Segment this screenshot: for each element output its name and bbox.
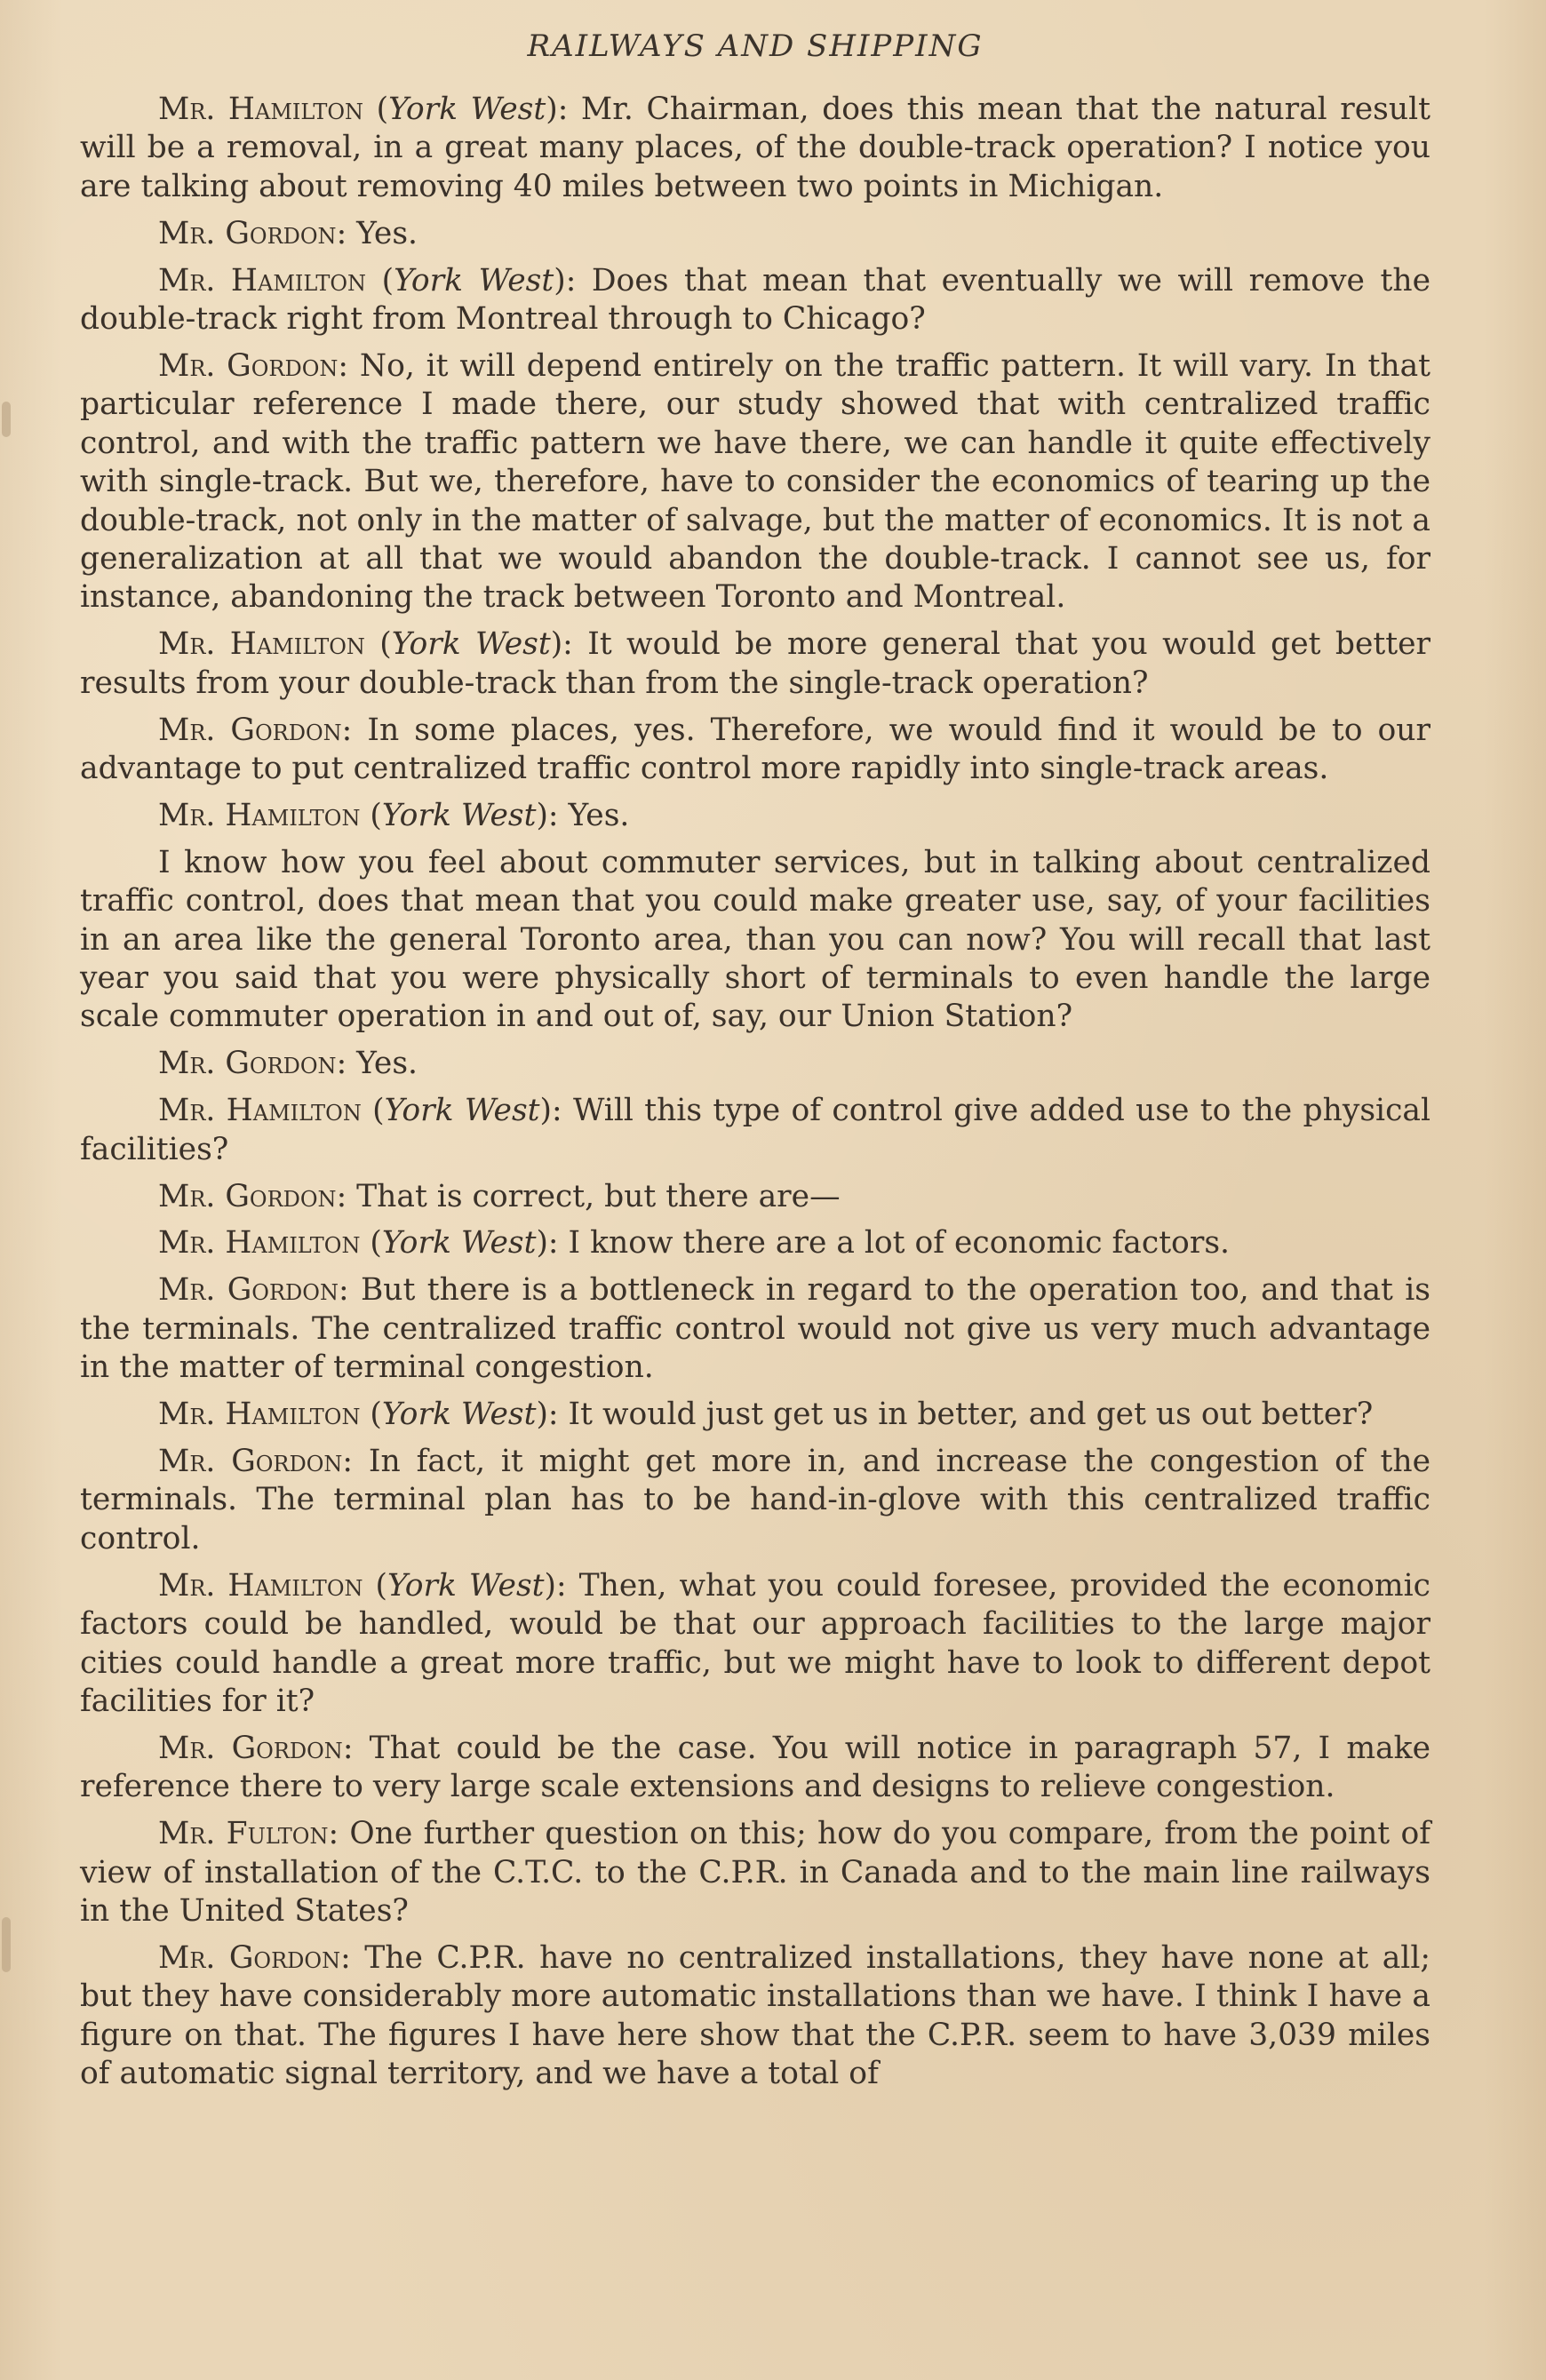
- speaker-name: Mr. Gordon: [158, 1046, 337, 1082]
- transcript-paragraph: [80, 1939, 1430, 2094]
- transcript-paragraph: [80, 1396, 1430, 1434]
- paragraph-text: No, it will depend entirely on the traffic pattern. It will vary. In that particular reference I made there, our study showed that with centralized traffic control, and with the traffic pattern we have there, we can handle it quite effectively with single-track. But we, therefore, have to consider the economics of tearing up the double-track, not only in the matter of salvage, but the matter of economics. It is not a generalization at all that we would abandon the double-track. I cannot see us, for instance, abandoning the track between Toronto and Montreal.: [80, 347, 1431, 616]
- paragraph-text: Does that mean that eventually we will remove the double-track right from Montreal through to Chicago?: [80, 262, 1431, 338]
- speaker-separator: :: [328, 1816, 350, 1852]
- transcript-paragraph: [80, 712, 1430, 789]
- margin-smudge-upper: [2, 402, 11, 437]
- affiliation-open: (: [360, 1225, 382, 1262]
- speaker-riding: York West: [386, 1567, 545, 1604]
- speaker-name: Mr. Gordon: [158, 1178, 337, 1214]
- transcript-paragraph: [80, 262, 1430, 339]
- affiliation-close: ): [546, 92, 558, 127]
- paragraph-text: The C.P.R. have no centralized installations, they have none at all; but they have considerably more automatic installations than we have. I think I have a figure on that. The figures I have here show that the C.P.R. seem to have 3,039 miles of automatic signal territory, and we have a total of: [80, 1939, 1430, 2092]
- speaker-name: Mr. Gordon: [158, 1939, 341, 1976]
- transcript-paragraph: [80, 1092, 1430, 1169]
- speaker-riding: York West: [388, 92, 546, 127]
- speaker-separator: :: [547, 797, 569, 833]
- speaker-separator: :: [340, 1939, 365, 1976]
- affiliation-open: (: [364, 626, 392, 663]
- speaker-separator: :: [342, 1730, 370, 1766]
- paragraph-text: Will this type of control give added use to the physical facilities?: [80, 1093, 1430, 1167]
- speaker-name: Mr. Gordon: [158, 1730, 343, 1766]
- transcript-paragraph: [80, 1730, 1430, 1807]
- speaker-name: Mr. Gordon: [158, 215, 337, 251]
- document-page: [80, 28, 1430, 2102]
- speaker-separator: :: [556, 1567, 579, 1604]
- paragraph-text: Mr. Chairman, does this mean that the natural result will be a removal, in a great many places, of the double-track operation? I notice you are talking about removing 40 miles between two points in Michigan.: [80, 92, 1430, 204]
- transcript-paragraph: [80, 91, 1430, 206]
- transcript-paragraph: [80, 1178, 1430, 1216]
- speaker-name: Mr. Hamilton: [158, 1567, 363, 1604]
- speaker-name: Mr. Gordon: [158, 712, 342, 748]
- transcript-paragraph: [80, 1271, 1430, 1387]
- paragraph-text: I know there are a lot of economic factors.: [568, 1225, 1230, 1262]
- affiliation-close: ): [539, 1093, 552, 1129]
- transcript-paragraph: [80, 1045, 1430, 1083]
- paragraph-text: But there is a bottleneck in regard to the operation too, and that is the terminals. The centralized traffic control would not give us very much advantage in the matter of terminal congestion.: [80, 1272, 1430, 1386]
- affiliation-close: ): [550, 626, 563, 663]
- margin-smudge-lower: [2, 1917, 11, 1972]
- affiliation-close: ): [554, 262, 566, 298]
- speaker-separator: :: [547, 1225, 569, 1262]
- transcript-paragraph: [80, 797, 1430, 835]
- paragraph-text: Yes.: [356, 215, 418, 251]
- affiliation-open: (: [361, 1093, 385, 1129]
- speaker-riding: York West: [381, 1225, 537, 1262]
- speaker-name: Mr. Gordon: [158, 1444, 343, 1479]
- paragraph-text: That is correct, but there are—: [356, 1178, 841, 1214]
- speaker-name: Mr. Gordon: [158, 1272, 339, 1309]
- transcript-paragraph: [80, 1443, 1430, 1558]
- affiliation-close: ): [536, 1397, 548, 1433]
- paragraph-text: Yes.: [568, 797, 630, 833]
- paragraph-text: It would be more general that you would get better results from your double-track than from the single-track operation?: [80, 626, 1431, 701]
- affiliation-close: ): [544, 1567, 557, 1604]
- speaker-name: Mr. Hamilton: [158, 1093, 362, 1129]
- speaker-riding: York West: [391, 626, 551, 663]
- paragraph-text: Then, what you could foresee, provided the economic factors could be handled, would be that our approach facilities to the large major cities could handle a great more traffic, but we might have to look to different depot facilities for it?: [80, 1567, 1431, 1719]
- transcript-paragraph: [80, 347, 1430, 617]
- speaker-name: Mr. Hamilton: [158, 1225, 361, 1262]
- affiliation-close: ): [536, 797, 548, 833]
- speaker-name: Mr. Hamilton: [158, 92, 364, 127]
- speaker-name: Mr. Hamilton: [158, 797, 361, 833]
- transcript-paragraph: [80, 1224, 1430, 1262]
- speaker-separator: :: [341, 712, 368, 748]
- speaker-separator: :: [565, 262, 592, 298]
- speaker-separator: :: [338, 347, 360, 384]
- speaker-separator: :: [557, 92, 581, 127]
- paragraph-text: That could be the case. You will notice in paragraph 57, I make reference there to very large scale extensions and designs to relieve congestion.: [80, 1730, 1430, 1805]
- speaker-separator: :: [336, 1046, 357, 1082]
- speaker-separator: :: [336, 1178, 357, 1214]
- affiliation-open: (: [363, 1567, 387, 1604]
- speaker-separator: :: [336, 215, 357, 251]
- affiliation-open: (: [366, 262, 394, 298]
- speaker-name: Mr. Hamilton: [158, 1397, 361, 1433]
- transcript-paragraph: [80, 215, 1430, 253]
- paragraph-text: In fact, it might get more in, and increase the congestion of the terminals. The terminal plan has to be hand-in-glove with this centralized traffic control.: [80, 1444, 1430, 1556]
- speaker-name: Mr. Fulton: [158, 1816, 329, 1852]
- paragraph-text: I know how you feel about commuter services, but in talking about centralized traffic control, does that mean that you could make greater use, say, of your facilities in an area like the general Toronto area, than you can now? You will recall that last year you said that you were physically short of terminals to even handle the large scale commuter operation in and out of, say, our Union Station?: [80, 844, 1430, 1035]
- transcript-paragraph: [80, 625, 1430, 703]
- paragraph-text: It would just get us in better, and get us out better?: [568, 1397, 1374, 1433]
- running-head: RAILWAYS AND SHIPPING: [527, 28, 984, 64]
- affiliation-open: (: [360, 797, 382, 833]
- speaker-separator: :: [562, 626, 588, 663]
- speaker-name: Mr. Hamilton: [158, 262, 367, 298]
- affiliation-open: (: [363, 92, 389, 127]
- transcript-paragraph: [80, 844, 1430, 1037]
- speaker-separator: :: [338, 1272, 361, 1309]
- speaker-name: Mr. Gordon: [158, 347, 339, 384]
- speaker-separator: :: [547, 1397, 569, 1433]
- transcript-body: [80, 91, 1430, 2094]
- speaker-name: Mr. Hamilton: [158, 626, 365, 663]
- speaker-riding: York West: [394, 262, 554, 298]
- transcript-paragraph: [80, 1567, 1430, 1722]
- speaker-riding: York West: [384, 1093, 540, 1129]
- affiliation-open: (: [360, 1397, 382, 1433]
- paragraph-text: Yes.: [356, 1046, 418, 1082]
- affiliation-close: ): [536, 1225, 548, 1262]
- transcript-paragraph: [80, 1815, 1430, 1930]
- speaker-separator: :: [551, 1093, 573, 1129]
- paragraph-text: In some places, yes. Therefore, we would find it would be to our advantage to put centralized traffic control more rapidly into single-track areas.: [80, 712, 1430, 786]
- speaker-riding: York West: [381, 797, 537, 833]
- speaker-separator: :: [342, 1444, 369, 1479]
- speaker-riding: York West: [381, 1397, 537, 1433]
- paragraph-text: One further question on this; how do you compare, from the point of view of installation of the C.T.C. to the C.P.R. in Canada and to the main line railways in the United States?: [80, 1816, 1430, 1929]
